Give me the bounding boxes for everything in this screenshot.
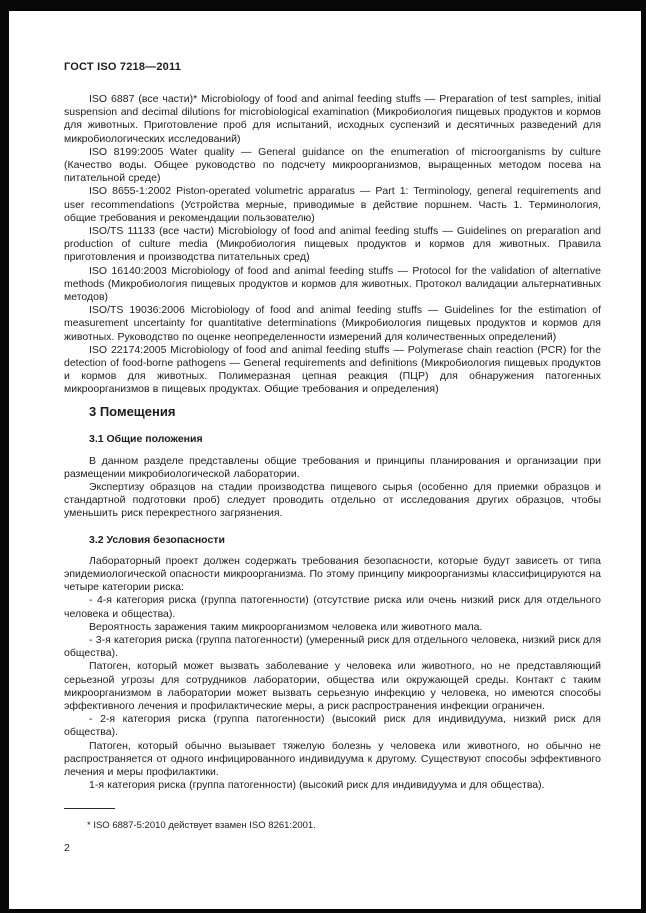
reference-paragraph: ISO 8655-1:2002 Piston-operated volumetric apparatus — Part 1: Terminology, general requirements and user recommendations (Устройства мерные, приводимые в действие поршнем. Часть 1. Терминология, общие требования и рекомендации пользователю) [64, 185, 601, 224]
reference-paragraph: ISO 22174:2005 Microbiology of food and animal feeding stuffs — Polymerase chain reaction (PCR) for the detection of food-borne pathogens — General requirements and definitions (Микробиология пищевых продуктов и кормов для животных. Полимеразная цепная реакция (ПЦР) для обнаружения патогенных микроорганизмов в пищевых продуктах. Общие требования и определения) [64, 343, 601, 396]
body-paragraph: Экспертизу образцов на стадии производства пищевого сырья (особенно для приемки образцов и стандартной подготовки проб) следует проводить отдельно от исследования других образцов, чтобы уменьшить риск перекрестного загрязнения. [64, 481, 601, 520]
footnote-block [64, 808, 601, 832]
reference-paragraph: ISO 16140:2003 Microbiology of food and animal feeding stuffs — Protocol for the validation of alternative methods (Микробиология пищевых продуктов и кормов для животных. Протокол валидации альтернативных методов) [64, 264, 601, 304]
risk-category-item: - 4-я категория риска (группа патогенности) (отсутствие риска или очень низкий риск для отдельного человека и общества). [64, 594, 601, 620]
subsection-3-2-title: 3.2 Условия безопасности [89, 533, 225, 546]
body-paragraph: Вероятность заражения таким микроорганизмом человека или животного мала. [89, 620, 483, 633]
page-content [64, 61, 601, 792]
body-paragraph: Патоген, который обычно вызывает тяжелую болезнь у человека или животного, но обычно не распространяется от одного инфицированного индивидуума к другому. Существуют способы эффективного лечения и меры профилактики. [64, 739, 601, 778]
risk-category-item: - 3-я категория риска (группа патогенности) (умеренный риск для отдельного человека, низкий риск для общества). [64, 633, 601, 660]
document-page [9, 11, 641, 909]
body-paragraph: Лабораторный проект должен содержать требования безопасности, которые будут зависеть от типа эпидемиологической опасности микроорганизма. По этому принципу микроорганизмы классифицируются на четыре категории риска: [64, 554, 601, 594]
reference-paragraph: ISO 8199:2005 Water quality — General guidance on the enumeration of microorganisms by culture (Качество воды. Общее руководство по подсчету микроорганизмов, выращенных методом посева на питательной среде) [64, 145, 601, 185]
page-number: 2 [64, 842, 70, 854]
document-id-header: ГОСТ ISO 7218—2011 [64, 61, 182, 73]
reference-paragraph: ISO 6887 (все части)* Microbiology of food and animal feeding stuffs — Preparation of test samples, initial suspension and decimal dilutions for microbiological examination (Микробиология пищевых продуктов и кормов для животных. Приготовление проб для испытаний, исходных суспензий и десятичных разведений для микробиологических исследований) [64, 93, 601, 145]
body-paragraph: Патоген, который может вызвать заболевание у человека или животного, но не представляющий серьезной угрозы для сотрудников лаборатории, общества или окружающей среды. Контакт с таким микроорганизмом в лаборатории может вызвать серьезную инфекцию у человека, но имеются способы эффективного лечения и профилактические меры, а риск распространения инфекции ограничен. [64, 660, 601, 712]
risk-category-item: - 2-я категория риска (группа патогенности) (высокий риск для индивидуума, низкий риск для общества). [64, 713, 601, 739]
normative-references-block [64, 93, 601, 397]
subsection-3-1-body [64, 455, 601, 521]
footnote-separator-rule [64, 808, 115, 809]
reference-paragraph: ISO/TS 11133 (все части) Microbiology of food and animal feeding stuffs — Guidelines on preparation and production of culture media (Микробиология пищевых продуктов и кормов для животных. Правила приготовления и производства питательных сред) [64, 225, 601, 264]
reference-paragraph: ISO/TS 19036:2006 Microbiology of food and animal feeding stuffs — Guidelines for the estimation of measurement uncertainty for quantitative determinations (Микробиология пищевых продуктов и кормов для животных. Руководство по оценке неопределенности измерений для количественных определений) [64, 304, 601, 343]
section-3-title: 3 Помещения [89, 403, 176, 419]
risk-category-item: 1-я категория риска (группа патогенности) (высокий риск для индивидуума и для общества). [89, 779, 545, 792]
footnote-text: * ISO 6887-5:2010 действует взамен ISO 8261:2001. [87, 820, 316, 831]
subsection-3-2-body [64, 555, 601, 793]
subsection-3-1-title: 3.1 Общие положения [89, 432, 203, 445]
body-paragraph: В данном разделе представлены общие требования и принципы планирования и организации при размещении микробиологической лаборатории. [64, 454, 601, 480]
